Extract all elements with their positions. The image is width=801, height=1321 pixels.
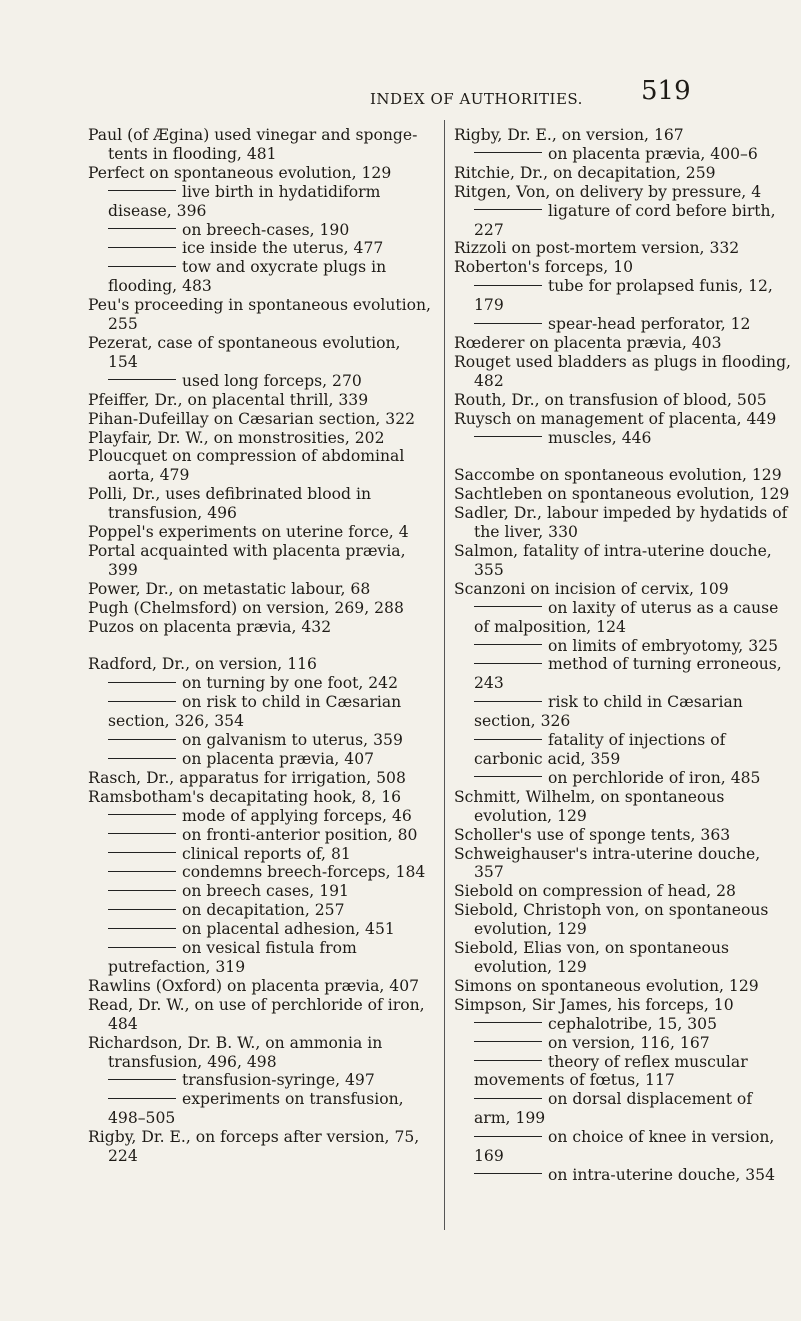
entry-text: Siebold, Christoph von, on spontaneous evolution, 129	[454, 901, 769, 939]
right-index-column	[454, 126, 792, 1185]
ditto-dash	[108, 758, 176, 759]
ditto-dash	[108, 247, 176, 248]
index-subentry	[88, 183, 434, 221]
entry-text: on choice of knee in version, 169	[474, 1128, 775, 1166]
entry-text: Pihan-Dufeillay on Cæsarian section, 322	[88, 409, 416, 428]
entry-text: Rouget used bladders as plugs in flooding, 482	[454, 352, 792, 390]
index-entry	[454, 845, 792, 883]
ditto-dash	[474, 739, 542, 740]
ditto-dash	[474, 776, 542, 777]
index-subentry	[454, 769, 792, 788]
index-entry	[454, 826, 792, 845]
index-subentry	[454, 637, 792, 656]
ditto-dash	[108, 228, 176, 229]
ditto-dash	[108, 928, 176, 929]
entry-text: on vesical fistula from putrefaction, 319	[108, 939, 357, 976]
entry-text: on dorsal displacement of arm, 199	[474, 1090, 753, 1128]
entry-text: Pezerat, case of spontaneous evolution, 154	[88, 333, 401, 371]
index-subentry	[88, 750, 434, 769]
index-entry	[88, 580, 434, 599]
index-entry	[88, 618, 434, 637]
ditto-dash	[108, 1098, 176, 1099]
index-subentry	[88, 1071, 434, 1090]
ditto-dash	[474, 152, 542, 153]
section-break	[88, 636, 434, 655]
entry-text: clinical reports of, 81	[182, 844, 351, 863]
index-subentry	[88, 1090, 434, 1128]
entry-text: on perchloride of iron, 485	[548, 768, 761, 787]
ditto-dash	[474, 1173, 542, 1174]
ditto-dash	[108, 947, 176, 948]
entry-text: Polli, Dr., uses defibrinated blood in transfusion, 496	[88, 485, 371, 523]
index-entry	[454, 901, 792, 939]
entry-text: Richardson, Dr. B. W., on ammonia in transfusion, 496, 498	[88, 1033, 383, 1071]
entry-text: Power, Dr., on metastatic labour, 68	[88, 579, 371, 598]
entry-text: Scanzoni on incision of cervix, 109	[454, 579, 729, 598]
entry-text: cephalotribe, 15, 305	[548, 1014, 718, 1033]
ditto-dash	[474, 1098, 542, 1099]
entry-text: on fronti-anterior position, 80	[182, 825, 418, 844]
entry-text: Rizzoli on post-mortem version, 332	[454, 239, 740, 258]
entry-text: Read, Dr. W., on use of perchloride of iron, 484	[88, 995, 425, 1033]
entry-text: risk to child in Cæsarian section, 326	[474, 693, 743, 731]
entry-text: on turning by one foot, 242	[182, 674, 399, 693]
index-subentry	[88, 372, 434, 391]
page-header	[0, 72, 801, 112]
entry-text: on laxity of uterus as a cause of malposition, 124	[474, 598, 779, 636]
entry-text: Rœderer on placenta prævia, 403	[454, 333, 722, 352]
index-entry	[454, 788, 792, 826]
index-subentry	[88, 920, 434, 939]
index-subentry	[454, 693, 792, 731]
page-number: 519	[641, 76, 691, 106]
ditto-dash	[108, 909, 176, 910]
index-entry	[454, 183, 792, 202]
index-entry	[454, 542, 792, 580]
entry-text: used long forceps, 270	[182, 371, 362, 390]
entry-text: on decapitation, 257	[182, 901, 345, 920]
index-subentry	[454, 1015, 792, 1034]
entry-text: Sadler, Dr., labour impeded by hydatids of the liver, 330	[454, 504, 788, 542]
entry-text: Scholler's use of sponge tents, 363	[454, 825, 731, 844]
entry-text: spear-head perforator, 12	[548, 315, 751, 334]
index-subentry	[88, 258, 434, 296]
index-subentry	[454, 599, 792, 637]
entry-text: transfusion-syringe, 497	[182, 1071, 375, 1090]
entry-text: live birth in hydatidiform disease, 396	[108, 182, 381, 220]
index-entry	[88, 164, 434, 183]
index-entry	[454, 410, 792, 429]
index-entry	[88, 485, 434, 523]
index-entry	[88, 996, 434, 1034]
entry-text: on galvanism to uterus, 359	[182, 731, 403, 750]
entry-text: Ramsbotham's decapitating hook, 8, 16	[88, 787, 402, 806]
index-entry	[88, 977, 434, 996]
index-entry	[88, 334, 434, 372]
entry-text: Rigby, Dr. E., on version, 167	[454, 126, 684, 144]
ditto-dash	[474, 285, 542, 286]
entry-text: Rawlins (Oxford) on placenta prævia, 407	[88, 976, 420, 995]
entry-text: Radford, Dr., on version, 116	[88, 655, 317, 674]
entry-text: on intra-uterine douche, 354	[548, 1165, 776, 1184]
ditto-dash	[474, 1060, 542, 1061]
left-index-column	[88, 126, 434, 1166]
entry-text: Ploucquet on compression of abdominal aorta, 479	[88, 447, 405, 485]
entry-text: method of turning erroneous, 243	[474, 655, 782, 693]
column-divider	[444, 120, 445, 1230]
entry-text: Schmitt, Wilhelm, on spontaneous evolution, 129	[454, 787, 725, 825]
index-entry	[454, 977, 792, 996]
entry-text: Roberton's forceps, 10	[454, 258, 634, 277]
ditto-dash	[108, 190, 176, 191]
entry-text: mode of applying forceps, 46	[182, 806, 412, 825]
entry-text: muscles, 446	[548, 428, 652, 447]
index-entry	[88, 296, 434, 334]
index-entry	[454, 580, 792, 599]
index-subentry	[88, 731, 434, 750]
entry-text: condemns breech-forceps, 184	[182, 863, 426, 882]
ditto-dash	[108, 266, 176, 267]
ditto-dash	[474, 701, 542, 702]
entry-text: Siebold on compression of head, 28	[454, 882, 736, 901]
index-subentry	[88, 674, 434, 693]
entry-text: Schweighauser's intra-uterine douche, 357	[454, 844, 761, 882]
entry-text: on placenta prævia, 407	[182, 750, 375, 768]
index-subentry	[88, 239, 434, 258]
index-entry	[88, 391, 434, 410]
entry-text: Ritgen, Von, on delivery by pressure, 4	[454, 182, 762, 201]
entry-text: Portal acquainted with placenta prævia, 399	[88, 541, 406, 579]
ditto-dash	[474, 663, 542, 664]
entry-text: Puzos on placenta prævia, 432	[88, 617, 332, 636]
index-entry	[88, 447, 434, 485]
entry-text: Peu's proceeding in spontaneous evolution, 255	[88, 296, 432, 334]
entry-text: Poppel's experiments on uterine force, 4	[88, 523, 409, 542]
index-entry	[454, 239, 792, 258]
entry-text: on breech-cases, 190	[182, 220, 350, 239]
index-subentry	[88, 863, 434, 882]
index-entry	[88, 410, 434, 429]
index-entry	[88, 1128, 434, 1166]
index-entry	[88, 126, 434, 164]
index-subentry	[454, 1053, 792, 1091]
index-entry	[88, 523, 434, 542]
ditto-dash	[108, 833, 176, 834]
index-entry	[88, 429, 434, 448]
index-subentry	[454, 731, 792, 769]
entry-text: Salmon, fatality of intra-uterine douche, 355	[454, 542, 772, 579]
entry-text: on version, 116, 167	[548, 1033, 710, 1052]
entry-text: on limits of embryotomy, 325	[548, 636, 778, 655]
index-entry	[454, 466, 792, 485]
index-entry	[454, 485, 792, 504]
entry-text: Playfair, Dr. W., on monstrosities, 202	[88, 428, 385, 447]
index-entry	[454, 164, 792, 183]
ditto-dash	[108, 701, 176, 702]
entry-text: Pfeiffer, Dr., on placental thrill, 339	[88, 390, 369, 409]
index-subentry	[454, 277, 792, 315]
entry-text: Simons on spontaneous evolution, 129	[454, 976, 759, 995]
index-entry	[88, 1034, 434, 1072]
index-entry	[454, 353, 792, 391]
ditto-dash	[108, 1079, 176, 1080]
entry-text: Siebold, Elias von, on spontaneous evolution, 129	[454, 939, 729, 976]
entry-text: Rasch, Dr., apparatus for irrigation, 508	[88, 768, 406, 787]
ditto-dash	[108, 379, 176, 380]
entry-text: on placental adhesion, 451	[182, 920, 395, 939]
entry-text: ligature of cord before birth, 227	[474, 201, 776, 239]
ditto-dash	[474, 606, 542, 607]
index-subentry	[88, 939, 434, 977]
entry-text: tow and oxycrate plugs in flooding, 483	[108, 258, 387, 296]
section-break	[454, 447, 792, 466]
ditto-dash	[108, 852, 176, 853]
index-entry	[88, 788, 434, 807]
index-subentry	[454, 1166, 792, 1185]
index-entry	[454, 996, 792, 1015]
ditto-dash	[108, 814, 176, 815]
index-entry	[454, 882, 792, 901]
entry-text: Routh, Dr., on transfusion of blood, 505	[454, 390, 767, 409]
ditto-dash	[474, 209, 542, 210]
index-subentry	[454, 1034, 792, 1053]
index-subentry	[88, 826, 434, 845]
index-subentry	[454, 1090, 792, 1128]
index-subentry	[88, 845, 434, 864]
ditto-dash	[108, 682, 176, 683]
ditto-dash	[108, 739, 176, 740]
entry-text: Simpson, Sir James, his forceps, 10	[454, 995, 734, 1014]
ditto-dash	[474, 644, 542, 645]
index-subentry	[454, 202, 792, 240]
index-subentry	[88, 901, 434, 920]
index-entry	[88, 769, 434, 788]
index-entry	[454, 126, 792, 145]
entry-text: Rigby, Dr. E., on forceps after version, 75, 224	[88, 1128, 420, 1166]
index-subentry	[454, 655, 792, 693]
index-entry	[454, 334, 792, 353]
index-entry	[88, 655, 434, 674]
index-entry	[454, 391, 792, 410]
index-subentry	[88, 221, 434, 240]
entry-text: tube for prolapsed funis, 12, 179	[474, 277, 773, 315]
entry-text: theory of reflex muscular movements of fœtus, 117	[474, 1052, 748, 1090]
entry-text: Perfect on spontaneous evolution, 129	[88, 163, 392, 182]
ditto-dash	[474, 1136, 542, 1137]
entry-text: on risk to child in Cæsarian section, 326, 354	[108, 693, 402, 731]
entry-text: experiments on transfusion, 498–505	[108, 1090, 404, 1128]
ditto-dash	[108, 890, 176, 891]
ditto-dash	[474, 436, 542, 437]
index-subentry	[88, 807, 434, 826]
index-entry	[454, 939, 792, 977]
index-subentry	[454, 429, 792, 448]
index-entry	[454, 258, 792, 277]
ditto-dash	[108, 871, 176, 872]
index-subentry	[454, 145, 792, 164]
entry-text: on placenta prævia, 400–6	[548, 144, 758, 163]
entry-text: Sachtleben on spontaneous evolution, 129	[454, 485, 790, 504]
index-subentry	[88, 882, 434, 901]
entry-text: Saccombe on spontaneous evolution, 129	[454, 466, 782, 485]
entry-text: ice inside the uterus, 477	[182, 239, 384, 258]
index-entry	[88, 599, 434, 618]
ditto-dash	[474, 323, 542, 324]
entry-text: Paul (of Ægina) used vinegar and sponge-tents in flooding, 481	[88, 126, 418, 163]
entry-text: on breech cases, 191	[182, 882, 349, 901]
index-entry	[454, 504, 792, 542]
entry-text: Ritchie, Dr., on decapitation, 259	[454, 163, 716, 182]
ditto-dash	[474, 1041, 542, 1042]
index-entry	[88, 542, 434, 580]
index-subentry	[454, 315, 792, 334]
index-subentry	[88, 693, 434, 731]
index-subentry	[454, 1128, 792, 1166]
entry-text: fatality of injections of carbonic acid, 359	[474, 731, 726, 768]
entry-text: Pugh (Chelmsford) on version, 269, 288	[88, 598, 404, 617]
entry-text: Ruysch on management of placenta, 449	[454, 409, 777, 428]
ditto-dash	[474, 1022, 542, 1023]
running-title: INDEX OF AUTHORITIES.	[370, 90, 583, 108]
